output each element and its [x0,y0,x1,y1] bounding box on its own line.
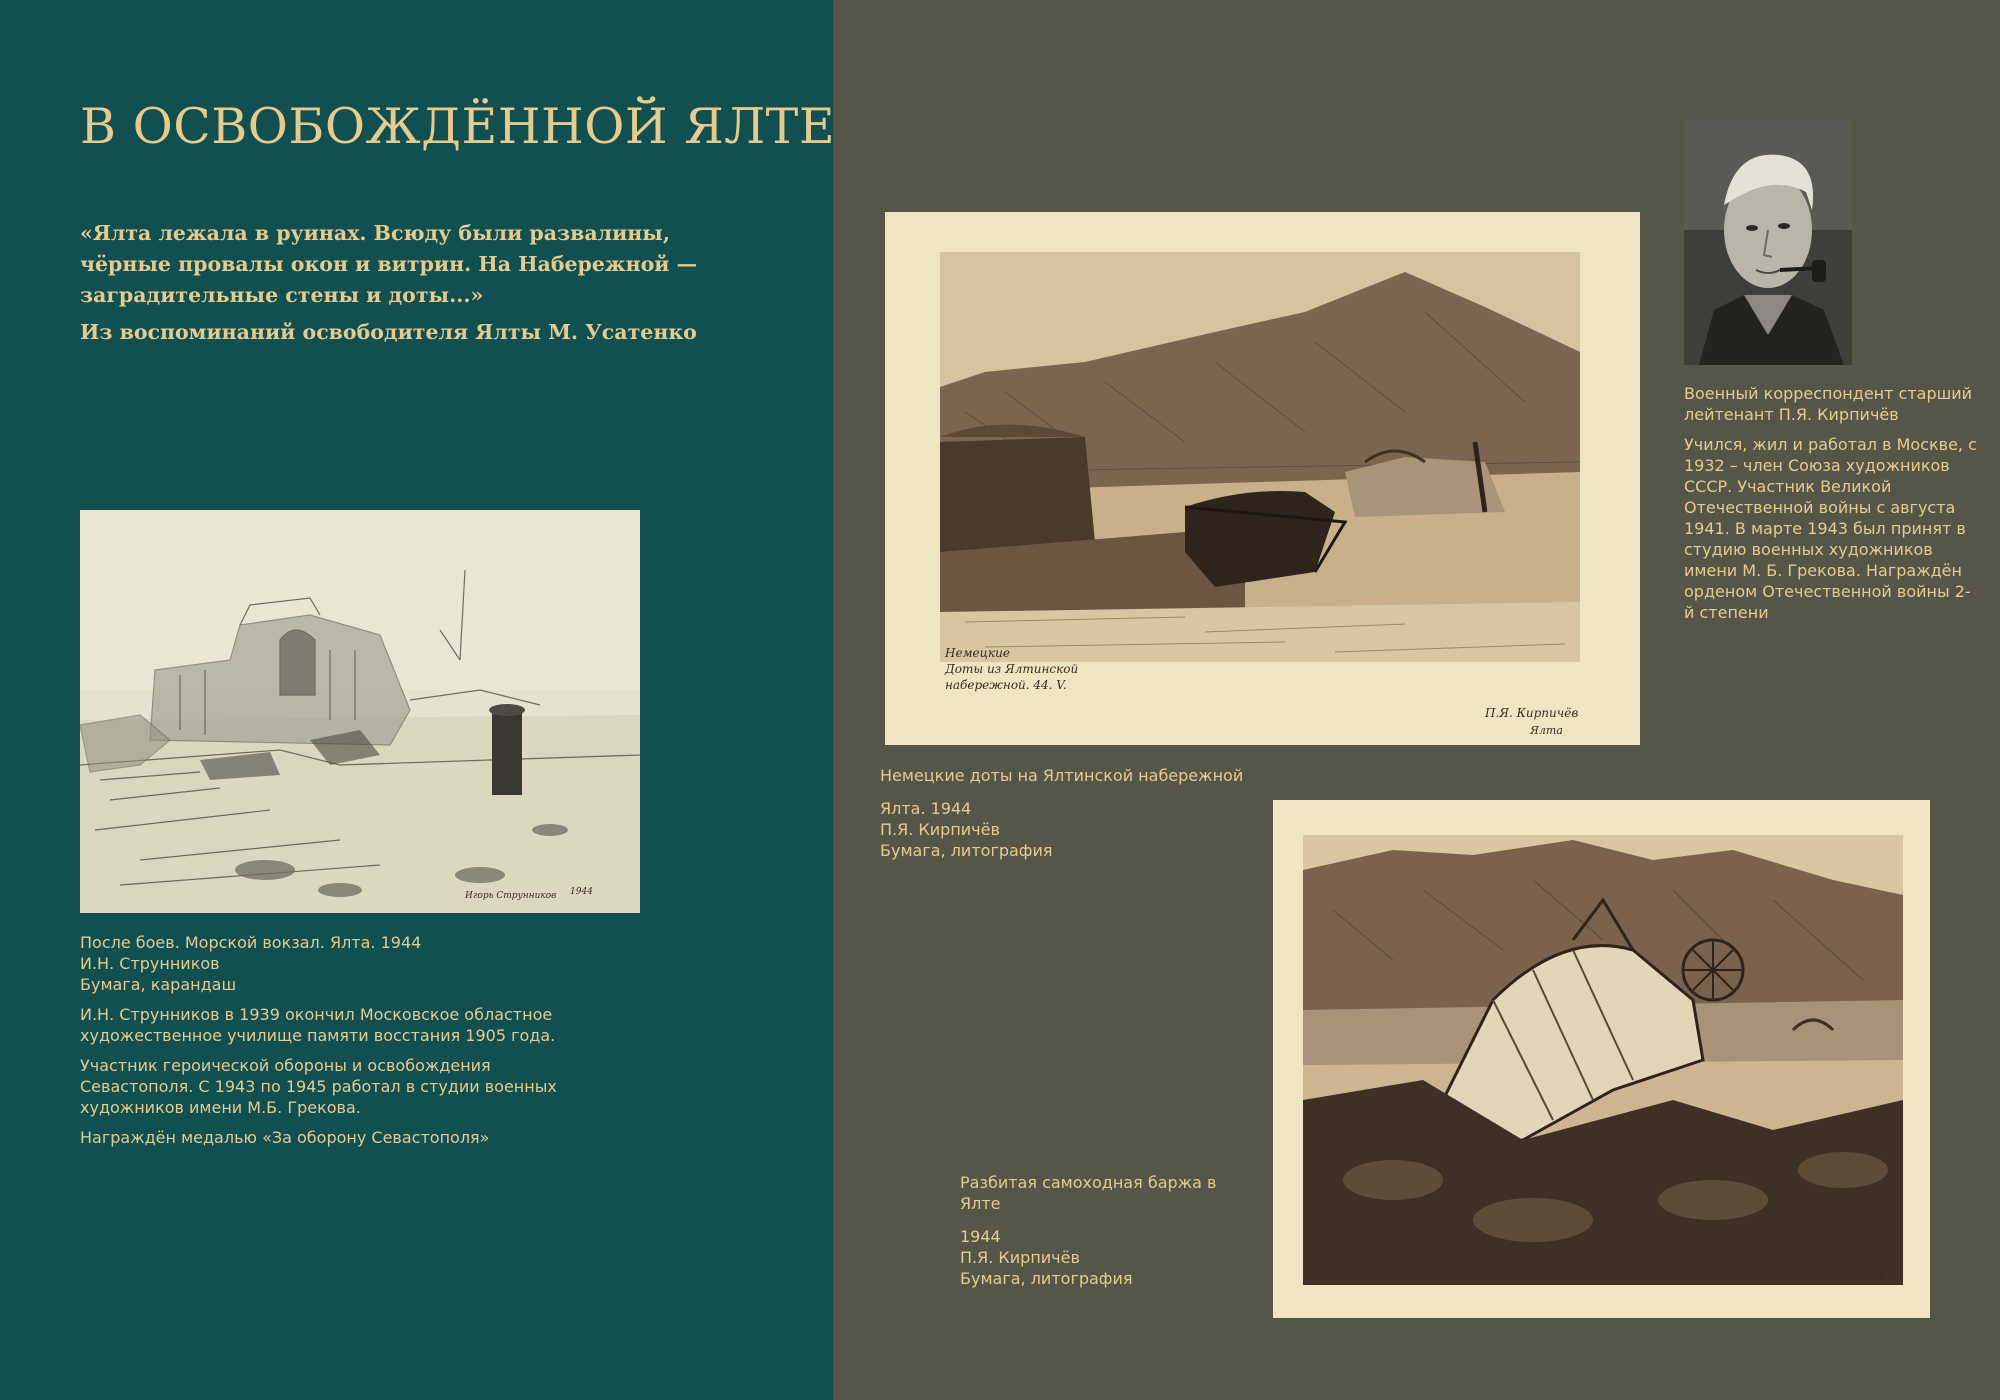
artwork-medium: Бумага, литография [960,1269,1133,1288]
artwork-author: П.Я. Кирпичёв [880,820,1000,839]
artwork-title: После боев. Морской вокзал. Ялта. 1944 [80,933,422,952]
artwork-medium: Бумага, литография [880,841,1053,860]
artist-bio-paragraph: Награждён медалью «За оборону Севастополя» [80,1128,490,1147]
artist-bio-paragraph: И.Н. Струнников в 1939 окончил Московское областное художественное училище памяти восстания 1905 года. [80,1005,556,1045]
artwork-year: 1944 [960,1227,1001,1246]
artwork-author: И.Н. Струнников [80,954,220,973]
quote-text: «Ялта лежала в руинах. Всюду были развалины, чёрные провалы окон и витрин. На Набережной — заградительные стены и доты...» [80,221,698,307]
artwork-year: Ялта. 1944 [880,799,972,818]
portrait-caption [1684,383,1979,632]
sketch1-date: 1944 [570,887,593,897]
quote-source: Из воспоминаний освободителя Ялты М. Усатенко [80,320,697,344]
wrecked-barge-caption [960,1172,1260,1298]
artwork-medium: Бумага, карандаш [80,975,237,994]
artwork-author: П.Я. Кирпичёв [960,1248,1080,1267]
portrait-caption-title: Военный корреспондент старший лейтенант П.Я. Кирпичёв [1684,384,1973,424]
portrait-photo [1684,120,1852,365]
artwork-title: Немецкие доты на Ялтинской набережной [880,766,1244,785]
page-title: В ОСВОБОЖДЁННОЙ ЯЛТЕ [80,98,836,155]
wrecked-barge-lithograph [1273,800,1930,1318]
sketch3-signature: Кирпичёв [1833,1270,1885,1281]
sea-station-sketch [80,510,640,913]
sketch2-city: Ялта [1530,724,1563,737]
artwork-title: Разбитая самоходная баржа в Ялте [960,1173,1217,1213]
sketch2-inscription-2: Доты из Ялтинской [945,662,1079,676]
sketch2-inscription-1: Немецкие [945,646,1010,660]
sketch1-signature: Игорь Струнников [465,891,557,901]
portrait-bio: Учился, жил и работал в Москве, с 1932 – член Союза художников СССР. Участник Великой Отечественной войны с августа 1941. В марте 1943 был принят в студию военных художников имени М. Б. Грекова. Награждён орденом Отечественной войны 2-й степени [1684,435,1977,622]
german-bunkers-lithograph [885,212,1640,745]
sketch2-signature: П.Я. Кирпичёв [1485,706,1579,720]
sketch3-inscription: Разбитая самоходная баржа [1433,1270,1591,1281]
artist-bio-paragraph: Участник героической обороны и освобождения Севастополя. С 1943 по 1945 работал в студии военных художников имени М.Б. Грекова. [80,1056,557,1117]
german-bunkers-caption [880,765,1300,870]
sketch2-inscription-3: набережной. 44. V. [945,678,1067,692]
sea-station-caption [80,932,600,1157]
